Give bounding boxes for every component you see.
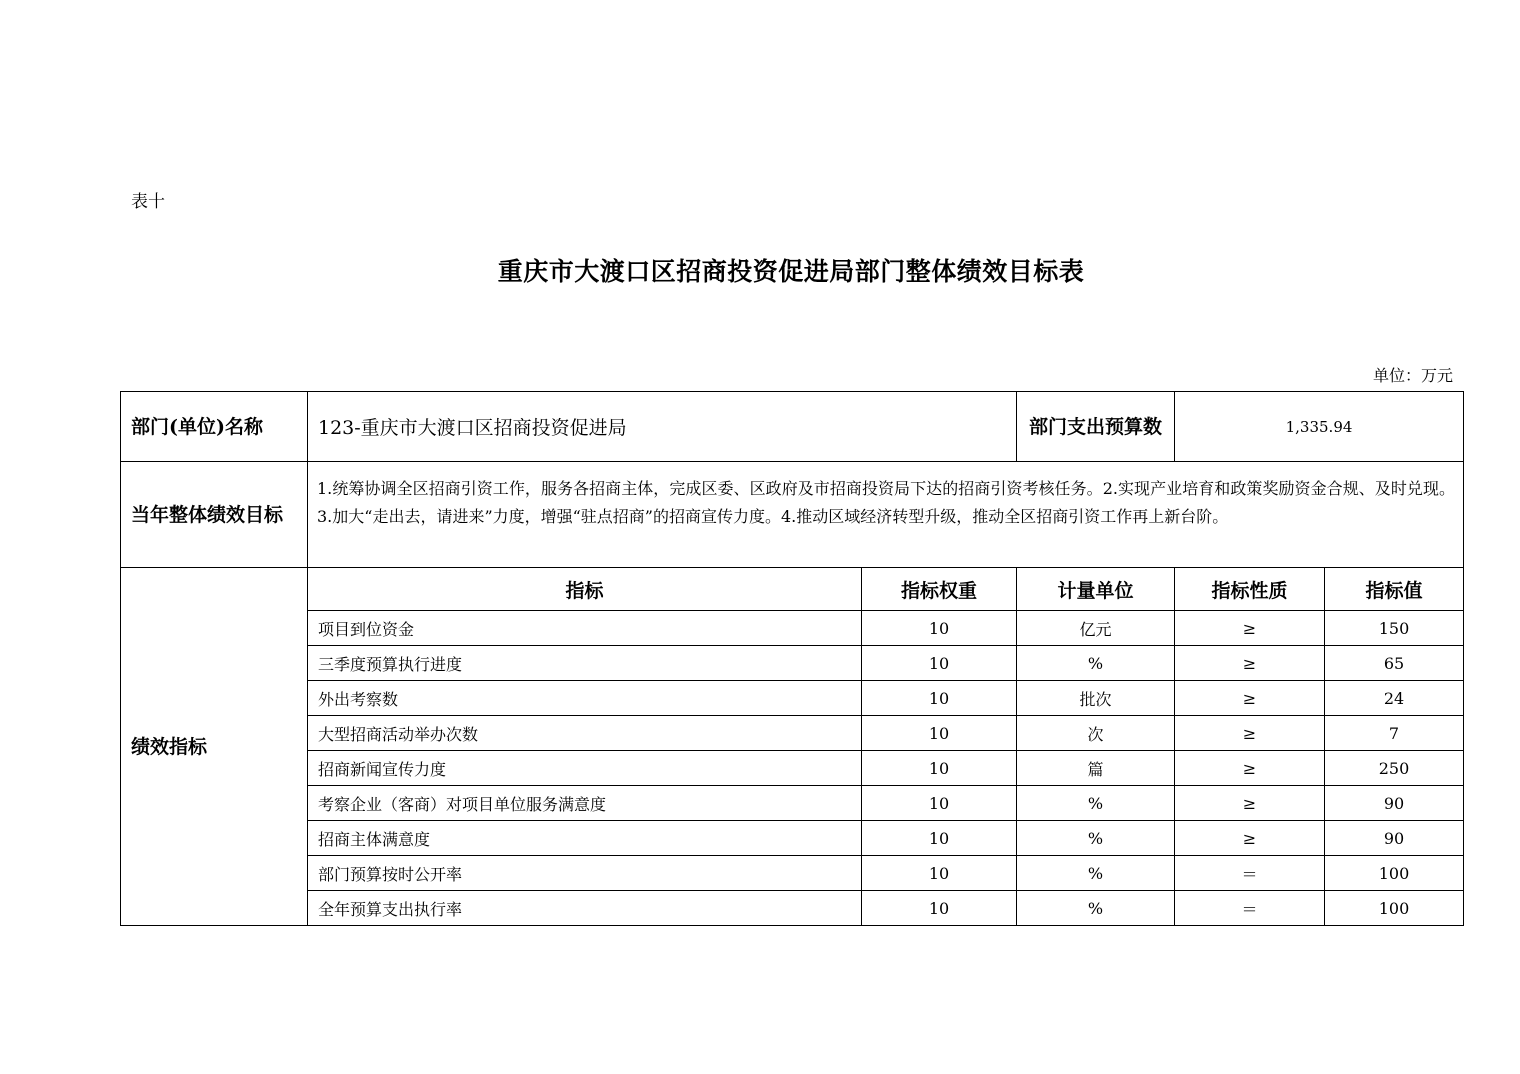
budget-label: 部门支出预算数 [1017,392,1175,462]
indicator-unit: % [1017,821,1175,856]
indicator-weight: 10 [862,681,1017,716]
indicator-row [121,786,1464,821]
indicator-name: 考察企业（客商）对项目单位服务满意度 [308,786,862,821]
indicator-nature: ≥ [1175,646,1325,681]
indicator-name: 招商新闻宣传力度 [308,751,862,786]
indicator-weight: 10 [862,891,1017,926]
indicator-name: 三季度预算执行进度 [308,646,862,681]
unit-label: 单位：万元 [1372,366,1453,385]
indicator-row [121,821,1464,856]
dept-name-label: 部门(单位)名称 [121,392,308,462]
indicator-nature: ≥ [1175,611,1325,646]
indicator-name: 部门预算按时公开率 [308,856,862,891]
indicator-weight: 10 [862,611,1017,646]
indicator-name: 招商主体满意度 [308,821,862,856]
indicator-weight: 10 [862,646,1017,681]
indicator-value: 65 [1325,646,1464,681]
indicator-value: 90 [1325,821,1464,856]
header-value: 指标值 [1325,568,1464,611]
goal-label: 当年整体绩效目标 [121,462,308,568]
indicator-nature: ≥ [1175,786,1325,821]
indicator-nature: ≥ [1175,821,1325,856]
indicator-weight: 10 [862,821,1017,856]
indicator-unit: 篇 [1017,751,1175,786]
indicator-header-row [121,568,1464,611]
indicator-name: 全年预算支出执行率 [308,891,862,926]
indicator-unit: % [1017,891,1175,926]
indicator-value: 24 [1325,681,1464,716]
indicator-value: 90 [1325,786,1464,821]
indicator-name: 大型招商活动举办次数 [308,716,862,751]
indicator-value: 100 [1325,856,1464,891]
indicator-weight: 10 [862,786,1017,821]
goal-text: 1.统筹协调全区招商引资工作，服务各招商主体，完成区委、区政府及市招商投资局下达的招商引资考核任务。2.实现产业培育和政策奖励资金合规、及时兑现。3.加大“走出去，请进来”力度，增强“驻点招商”的招商宣传力度。4.推动区域经济转型升级，推动全区招商引资工作再上新台阶。 [308,462,1464,568]
indicator-weight: 10 [862,856,1017,891]
page-title: 重庆市大渡口区招商投资促进局部门整体绩效目标表 [497,257,1085,286]
indicator-value: 250 [1325,751,1464,786]
indicator-value: 7 [1325,716,1464,751]
header-indicator: 指标 [308,568,862,611]
header-unit: 计量单位 [1017,568,1175,611]
performance-table [120,391,1464,926]
indicator-name: 外出考察数 [308,681,862,716]
table-number-label: 表十 [131,192,165,212]
indicator-value: 150 [1325,611,1464,646]
dept-name-value: 123-重庆市大渡口区招商投资促进局 [308,392,1017,462]
dept-row [121,392,1464,462]
indicator-weight: 10 [862,716,1017,751]
indicator-nature: ≥ [1175,681,1325,716]
indicator-row [121,751,1464,786]
indicator-row [121,681,1464,716]
indicator-nature: ＝ [1175,856,1325,891]
indicator-nature: ≥ [1175,716,1325,751]
indicator-row [121,611,1464,646]
indicator-value: 100 [1325,891,1464,926]
indicators-label: 绩效指标 [121,568,308,926]
indicator-row [121,716,1464,751]
header-nature: 指标性质 [1175,568,1325,611]
indicator-nature: ≥ [1175,751,1325,786]
indicator-unit: 批次 [1017,681,1175,716]
indicator-unit: % [1017,646,1175,681]
indicator-row [121,856,1464,891]
goal-row [121,462,1464,568]
indicator-row [121,646,1464,681]
indicator-row [121,891,1464,926]
indicator-unit: % [1017,856,1175,891]
indicator-unit: % [1017,786,1175,821]
indicator-name: 项目到位资金 [308,611,862,646]
header-weight: 指标权重 [862,568,1017,611]
indicator-unit: 亿元 [1017,611,1175,646]
indicator-unit: 次 [1017,716,1175,751]
indicator-nature: ＝ [1175,891,1325,926]
budget-value: 1,335.94 [1175,392,1464,462]
indicator-weight: 10 [862,751,1017,786]
